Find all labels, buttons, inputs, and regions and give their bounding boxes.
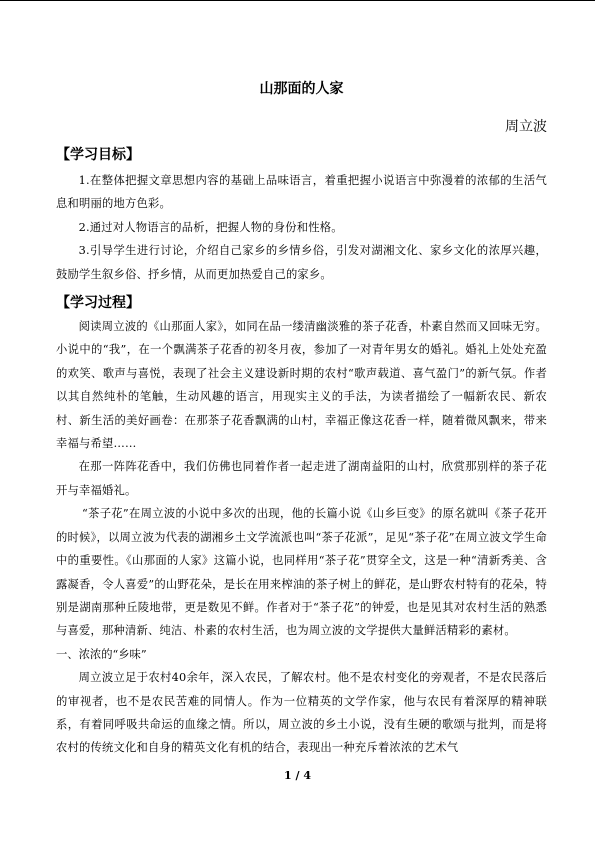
header-rule xyxy=(0,0,595,1)
process-paragraph: 在那一阵阵花香中，我们仿佛也同着作者一起走进了湖南益阳的山村，欣赏那别样的茶子花开与幸福婚礼。 xyxy=(56,460,547,497)
document-page xyxy=(56,70,547,760)
section-one-paragraph: 周立波立足于农村40余年，深入农民，了解农村。他不是农村变化的旁观者，不是农民落后的审视者，也不是农民苦难的同情人。作为一位精英的文学作家，他与农民有着深厚的精神联系，有着同呼吸共命运的血缘之情。所以，周立波的乡土小说，没有生硬的歌颂与批判，而是将农村的传统文化和自身的精英文化有机的结合，表现出一种充斥着浓浓的艺术气 xyxy=(56,671,547,755)
document-title: 山那面的人家 xyxy=(259,81,344,97)
process-paragraph: 阅读周立波的《山那面人家》，如同在品一缕清幽淡雅的茶子花香，朴素自然而又回味无穷。小说中的“我”，在一个飘满茶子花香的初冬月夜，参加了一对青年男女的婚礼。婚礼上处处充盈的欢笑、歌声与喜悦，表现了社会主义建设新时期的农村“歌声载道、喜气盈门”的新气氛。作者以其自然纯朴的笔触，生动风趣的语言，用现实主义的手法，为读者描绘了一幅新农民、新农村、新生活的美好画卷：在那茶子花香飘满的山村，幸福正像这花香一样，随着微风飘来，带来幸福与希望…… xyxy=(56,320,547,451)
objectives-heading: 【学习目标】 xyxy=(56,147,140,163)
objective-item: 3.引导学生进行讨论，介绍自己家乡的乡情乡俗，引发对湖湘文化、家乡文化的浓厚兴趣，鼓励学生叙乡俗、抒乡情，从而更加热爱自己的家乡。 xyxy=(56,244,547,281)
section-one-title: 一、浓浓的“乡味” xyxy=(56,647,147,661)
process-heading: 【学习过程】 xyxy=(56,295,140,312)
process-paragraph: “茶子花”在周立波的小说中多次的出现，他的长篇小说《山乡巨变》的原名就叫《茶子花开的时候》，以周立波为代表的湖湘乡土文学流派也叫“茶子花派”，足见“茶子花”在周立波文学生命中的重要性。《山那面的人家》这篇小说，也同样用“茶子花”贯穿全文，这是一种“清新秀美、含露凝香，令人喜爱”的山野花朵，是长在用来榨油的茶子树上的鲜花，是山野农村特有的花朵，特别是湖南那种丘陵地带，更是数见不鲜。作者对于“茶子花”的钟爱，也是见其对农村生活的熟悉与喜爱，那种清新、纯洁、朴素的农村生活，也为周立波的文学提供大量鲜活精彩的素材。 xyxy=(56,507,547,638)
page-number: 1 / 4 xyxy=(284,769,311,782)
objective-item: 1.在整体把握文章思想内容的基础上品味语言，着重把握小说语言中弥漫着的浓郁的生活气息和明丽的地方色彩。 xyxy=(56,174,547,211)
document-author: 周立波 xyxy=(505,119,547,135)
objective-item: 2.通过对人物语言的品析，把握人物的身份和性格。 xyxy=(78,220,343,234)
